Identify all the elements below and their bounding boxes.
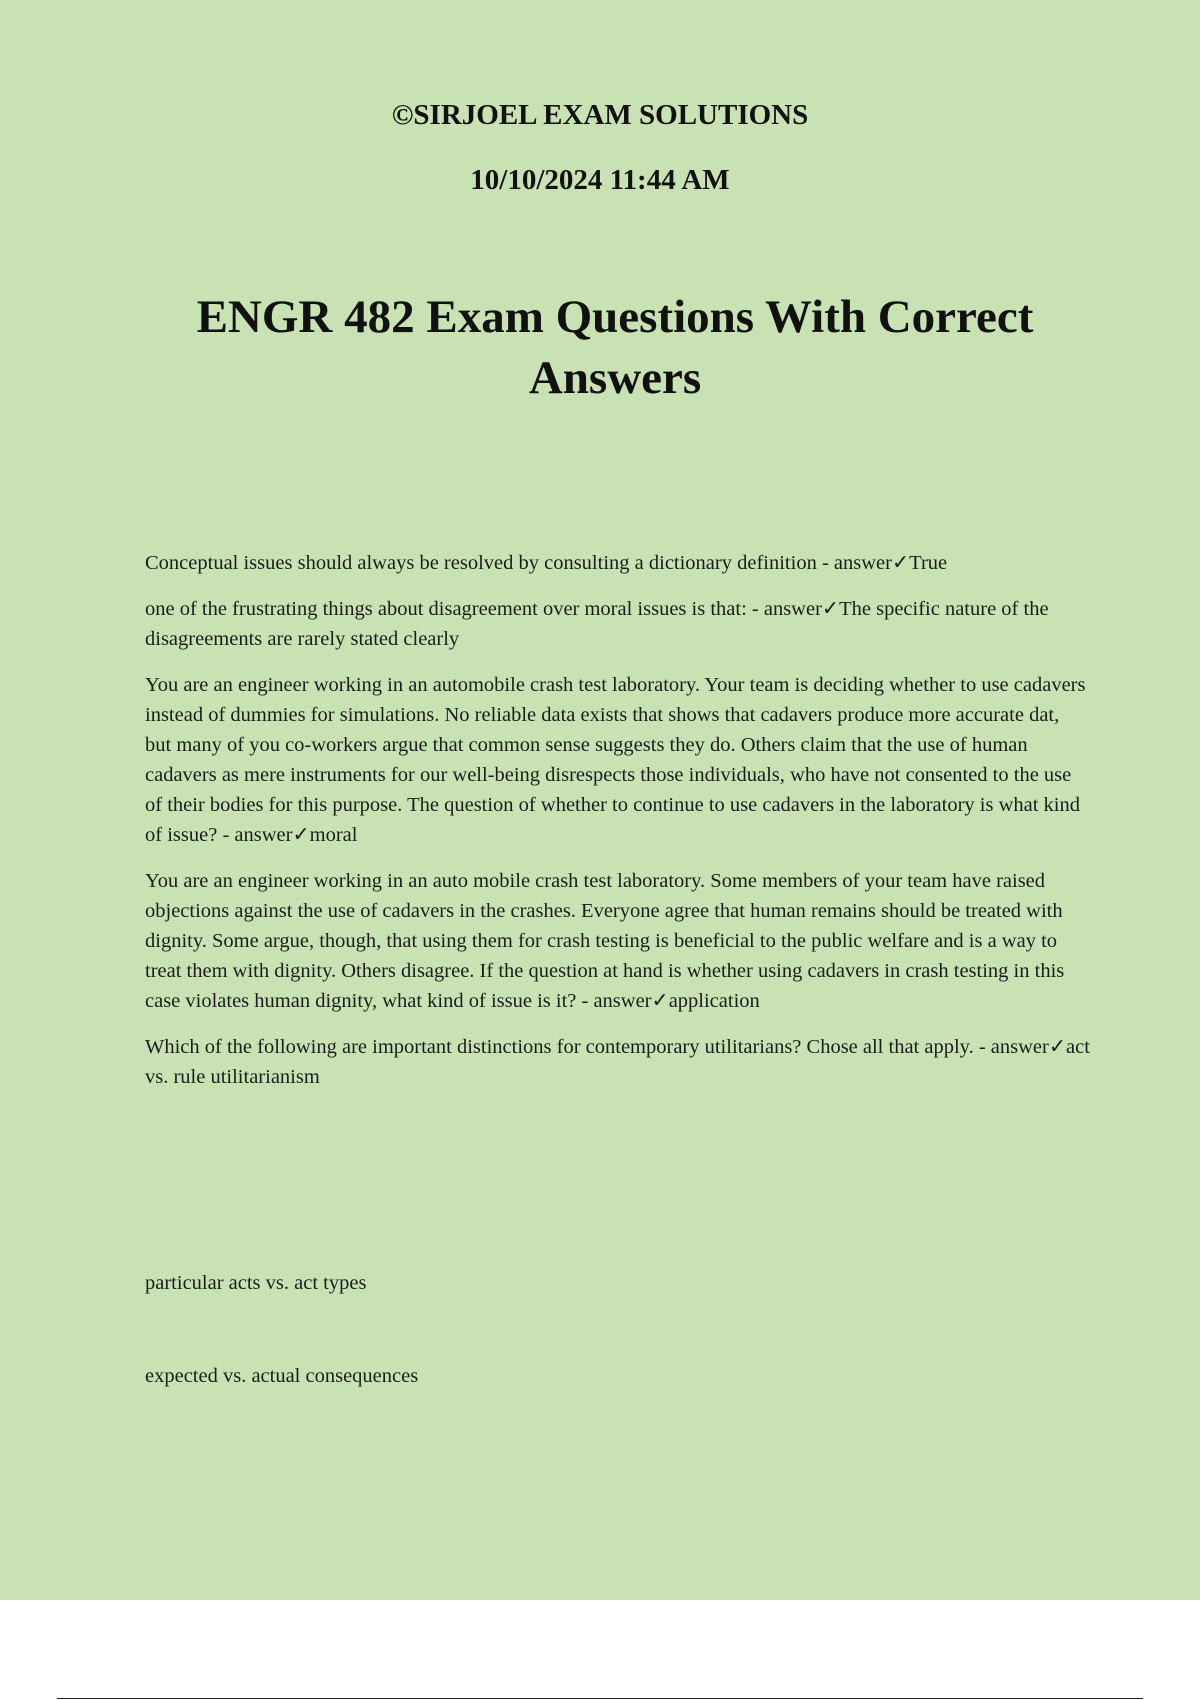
- question-text: You are an engineer working in an automobile crash test laboratory. Your team is deciding whether to use cadavers instead of dummies for simulations. No reliable data exists that shows that cadavers produce more accurate dat, but many of you co-workers argue that common sense suggests they do. Others claim that the use of human cadavers as mere instruments for our well-being disrespects those individuals, who have not consented to the use of their bodies for this purpose. The question of whether to continue to use cadavers in the laboratory is what kind of issue?: [145, 674, 1086, 846]
- question-item: [145, 1032, 1090, 1092]
- answer-option: expected vs. actual consequences: [145, 1365, 419, 1387]
- footer-divider: [57, 1698, 1143, 1699]
- question-item: [145, 594, 1090, 654]
- answer-marker: - answer✓: [576, 990, 669, 1012]
- document-title: ENGR 482 Exam Questions With Correct Answers: [196, 291, 1034, 404]
- answer-marker: - answer✓: [217, 824, 310, 846]
- question-item: [145, 866, 1090, 1016]
- question-item: [145, 670, 1090, 850]
- answer-marker: - answer✓: [973, 1036, 1067, 1058]
- answer-text: The specific nature of the disagreements are rarely stated clearly: [145, 598, 1049, 650]
- question-text: Which of the following are important distinctions for contemporary utilitarians? Chose all that apply.: [145, 1036, 974, 1058]
- answer-text: act vs. rule utilitarianism: [145, 1036, 1090, 1088]
- answer-marker: - answer✓: [816, 552, 910, 574]
- answer-text: True: [909, 552, 948, 574]
- answer-marker: - answer✓: [746, 598, 840, 620]
- questions-list: [145, 548, 1090, 1387]
- answer-text: moral: [309, 824, 358, 846]
- document-datetime: 10/10/2024 11:44 AM: [470, 164, 730, 196]
- question-item: [145, 548, 1090, 578]
- question-text: Conceptual issues should always be resolved by consulting a dictionary definition: [145, 552, 817, 574]
- question-text: one of the frustrating things about disagreement over moral issues is that:: [145, 598, 747, 620]
- answer-text: application: [668, 990, 760, 1012]
- answer-option: particular acts vs. act types: [145, 1272, 367, 1294]
- question-text: You are an engineer working in an auto mobile crash test laboratory. Some members of your team have raised objections against the use of cadavers in the crashes. Everyone agree that human remains should be treated with dignity. Some argue, though, that using them for crash testing is beneficial to the public welfare and is a way to treat them with dignity. Others disagree. If the question at hand is whether using cadavers in crash testing in this case violates human dignity, what kind of issue is it?: [145, 870, 1065, 1012]
- brand-header: ©SIRJOEL EXAM SOLUTIONS: [391, 99, 809, 131]
